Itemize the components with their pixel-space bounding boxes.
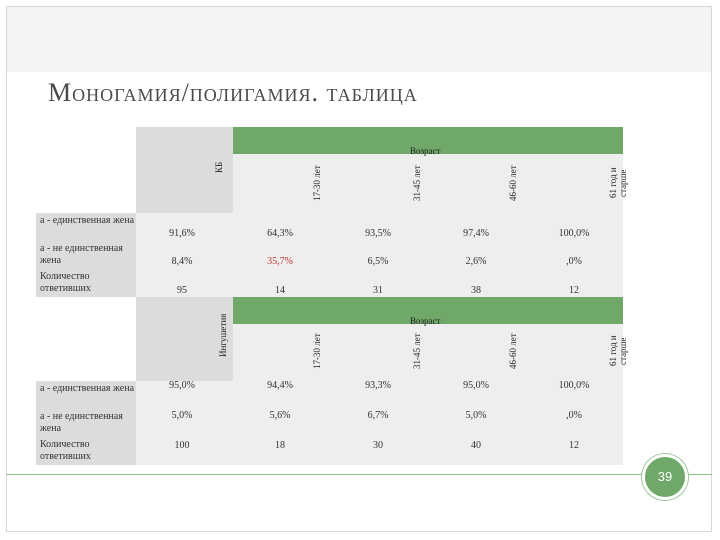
footer-divider <box>6 474 712 475</box>
cell-value-highlighted: 35,7% <box>267 256 293 267</box>
age-column-header: 46-60 лет <box>508 165 518 201</box>
corner-label: КБ <box>214 161 224 173</box>
corner-label: Ингушетия <box>218 313 228 357</box>
cell-value: 30 <box>373 440 383 451</box>
cell-value: 12 <box>569 285 579 296</box>
row-label: а - не единственная жена <box>40 411 123 434</box>
cell-value: 95,0% <box>169 380 195 391</box>
group-header: Возраст <box>410 146 441 156</box>
cell-value: ,0% <box>566 256 582 267</box>
cell-value: 14 <box>275 285 285 296</box>
cell-value: 5,0% <box>171 410 193 421</box>
cell-value: 8,4% <box>171 256 193 267</box>
group-header: Возраст <box>410 316 441 326</box>
age-column-header: 17-30 лет <box>312 333 322 369</box>
page-number: 39 <box>642 454 688 500</box>
row-label: а - единственная жена <box>40 383 135 394</box>
cell-value: 95,0% <box>463 380 489 391</box>
cell-value: 31 <box>373 285 383 296</box>
age-header-row <box>233 324 623 381</box>
cell-value: 5,0% <box>465 410 487 421</box>
cell-value: 91,6% <box>169 228 195 239</box>
row-label: Количество ответивших <box>40 271 91 294</box>
row-label: а - не единственная жена <box>40 243 123 266</box>
slide-title: Моногамия/полигамия. таблица <box>48 78 418 107</box>
row-label: а - единственная жена <box>40 215 135 226</box>
cell-value: 95 <box>177 285 187 296</box>
age-column-header: 46-60 лет <box>508 333 518 369</box>
cell-value: 64,3% <box>267 228 293 239</box>
cell-value: 12 <box>569 440 579 451</box>
age-column-header: 61 год и старше <box>608 167 628 199</box>
cell-value: 100 <box>174 440 190 451</box>
row-label: Количество ответивших <box>40 439 91 462</box>
age-header-row <box>233 154 623 213</box>
cell-value: 94,4% <box>267 380 293 391</box>
cell-value: 38 <box>471 285 481 296</box>
cell-value: 5,6% <box>269 410 291 421</box>
age-column-header: 17-30 лет <box>312 165 322 201</box>
age-column-header: 31-45 лет <box>412 165 422 201</box>
cell-value: 18 <box>275 440 285 451</box>
cell-value: 2,6% <box>465 256 487 267</box>
cell-value: ,0% <box>566 410 582 421</box>
cell-value: 6,7% <box>367 410 389 421</box>
cell-value: 100,0% <box>558 228 590 239</box>
cell-value: 100,0% <box>558 380 590 391</box>
cell-value: 40 <box>471 440 481 451</box>
age-column-header: 31-45 лет <box>412 333 422 369</box>
cell-value: 6,5% <box>367 256 389 267</box>
cell-value: 97,4% <box>463 228 489 239</box>
cell-value: 93,5% <box>365 228 391 239</box>
cell-value: 93,3% <box>365 380 391 391</box>
age-column-header: 61 год и старше <box>608 335 628 367</box>
